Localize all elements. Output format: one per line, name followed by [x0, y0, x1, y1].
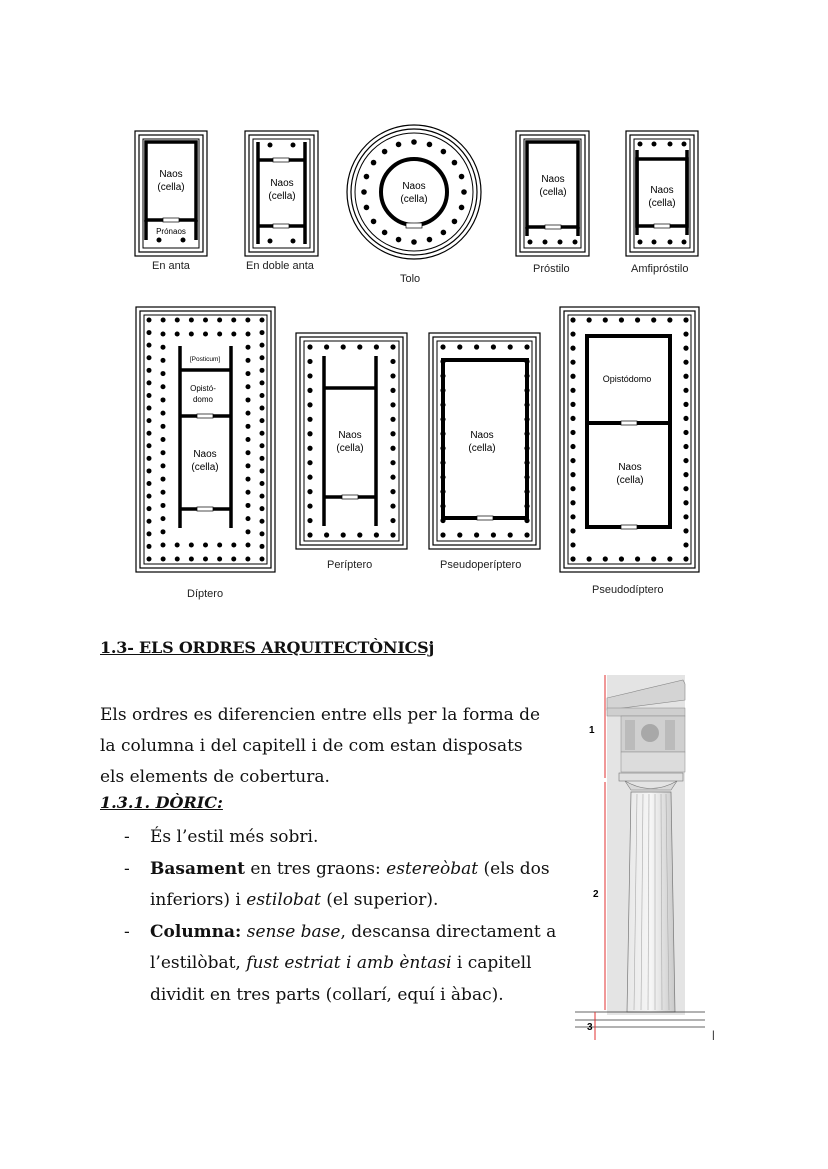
- column-mark-3: 3: [587, 1022, 593, 1033]
- column-dot: [307, 417, 312, 422]
- column-dot: [474, 532, 479, 537]
- plan-tolo: [347, 125, 481, 259]
- doric-subheading: 1.3.1. DÒRIC:: [100, 793, 223, 812]
- column-dot: [390, 503, 395, 508]
- column-dot: [307, 503, 312, 508]
- column-dot: [217, 543, 222, 548]
- column-dot: [441, 230, 447, 236]
- column-dot: [341, 532, 346, 537]
- opisto-label-2: domo: [192, 395, 214, 404]
- intro-paragraph: Els ordres es diferencien entre ells per la forma de la columna i del capitell i de com estan disposats els elements de cobertura.: [100, 705, 541, 787]
- column-dot: [246, 490, 251, 495]
- doric-list: [100, 822, 570, 1011]
- naos-label: Naos: [270, 178, 294, 189]
- opisto-label-1: Opistó-: [190, 384, 216, 393]
- column-dot: [382, 230, 388, 236]
- naos-label: Naos: [193, 449, 217, 460]
- column-dot: [161, 490, 166, 495]
- column-dot: [452, 219, 458, 225]
- column-dot: [147, 531, 152, 536]
- plans-row-1: [0, 0, 828, 300]
- column-dot: [683, 317, 688, 322]
- column-dot: [307, 446, 312, 451]
- column-dot: [357, 532, 362, 537]
- column-dot: [246, 345, 251, 350]
- column-dot: [161, 332, 166, 337]
- column-dot: [307, 359, 312, 364]
- column-dot: [452, 160, 458, 166]
- column-dot: [175, 543, 180, 548]
- column-dot: [683, 444, 688, 449]
- column-dot: [246, 437, 251, 442]
- column-dot: [396, 142, 402, 148]
- plan-pseudoperiptero: [429, 333, 540, 549]
- column-mark-line: |: [712, 1030, 715, 1041]
- plan-pseudodiptero: [560, 307, 699, 572]
- column-dot: [246, 332, 251, 337]
- naos-label: Naos: [618, 462, 642, 473]
- plan-periptero: [296, 333, 407, 549]
- column-dot: [217, 557, 222, 562]
- column-dot: [390, 359, 395, 364]
- column-dot: [161, 450, 166, 455]
- cella-label: (cella): [400, 194, 428, 205]
- column-dot: [246, 503, 251, 508]
- column-dot: [683, 331, 688, 336]
- list-text: i capitell dividit en tres parts (collarí, equí i àbac).: [150, 953, 532, 1005]
- opistodomo-label: Opistódomo: [602, 374, 652, 384]
- column-dot: [260, 531, 265, 536]
- column-dot: [203, 543, 208, 548]
- column-dot: [411, 139, 417, 145]
- column-dot: [570, 402, 575, 407]
- list-text: (el superior).: [320, 890, 439, 910]
- column-dot: [683, 472, 688, 477]
- column-dot: [175, 557, 180, 562]
- column-dot: [683, 360, 688, 365]
- column-dot: [260, 368, 265, 373]
- column-dot: [374, 532, 379, 537]
- column-dot: [307, 431, 312, 436]
- column-dot: [231, 557, 236, 562]
- term-sense-base: sense base: [246, 921, 341, 942]
- cella-label: (cella): [157, 182, 185, 193]
- column-dot: [147, 368, 152, 373]
- column-dot: [570, 416, 575, 421]
- column-dot: [390, 417, 395, 422]
- column-dot: [307, 489, 312, 494]
- column-dot: [440, 344, 445, 349]
- column-dot: [260, 544, 265, 549]
- column-dot: [246, 543, 251, 548]
- cella-label: (cella): [648, 198, 676, 209]
- column-dot: [683, 416, 688, 421]
- column-dot: [603, 556, 608, 561]
- column-dot: [524, 344, 529, 349]
- column-dot: [390, 388, 395, 393]
- naos-label: Naos: [650, 185, 674, 196]
- column-dot: [427, 237, 433, 243]
- list-dash: -: [124, 921, 130, 942]
- column-dot: [161, 424, 166, 429]
- column-dot: [147, 330, 152, 335]
- cella-label: (cella): [336, 443, 364, 454]
- cella-label: (cella): [468, 443, 496, 454]
- column-dot: [570, 346, 575, 351]
- column-dot: [260, 431, 265, 436]
- column-dot: [324, 344, 329, 349]
- column-dot: [161, 318, 166, 323]
- column-dot: [459, 205, 465, 211]
- column-dot: [683, 430, 688, 435]
- column-dot: [524, 532, 529, 537]
- column-dot: [245, 557, 250, 562]
- column-dot: [161, 529, 166, 534]
- column-dot: [161, 345, 166, 350]
- column-dot: [371, 219, 377, 225]
- column-dot: [147, 557, 152, 562]
- column-dot: [175, 318, 180, 323]
- plan-label-doble-anta: En doble anta: [246, 260, 314, 272]
- naos-label: Naos: [159, 169, 183, 180]
- list-item: [100, 822, 570, 854]
- column-dot: [203, 332, 208, 337]
- list-item: [100, 854, 570, 917]
- column-dot: [683, 556, 688, 561]
- column-dot: [587, 556, 592, 561]
- term-columna: Columna:: [150, 921, 242, 942]
- column-dot: [390, 373, 395, 378]
- column-dot: [508, 532, 513, 537]
- column-dot: [683, 514, 688, 519]
- column-dot: [175, 332, 180, 337]
- column-dot: [147, 355, 152, 360]
- column-dot: [364, 205, 370, 211]
- column-dot: [203, 557, 208, 562]
- column-dot: [307, 460, 312, 465]
- column-dot: [307, 475, 312, 480]
- plan-label-en-anta: En anta: [152, 260, 190, 272]
- column-dot: [161, 463, 166, 468]
- column-dot: [147, 481, 152, 486]
- column-dot: [390, 518, 395, 523]
- column-dot: [260, 481, 265, 486]
- column-dot: [457, 344, 462, 349]
- column-dot: [246, 371, 251, 376]
- column-dot: [246, 397, 251, 402]
- column-dot: [374, 344, 379, 349]
- column-dot: [491, 532, 496, 537]
- column-dot: [570, 514, 575, 519]
- column-dot: [147, 468, 152, 473]
- posticum-label: [Posticum]: [189, 356, 221, 363]
- column-dot: [246, 358, 251, 363]
- term-basament: Basament: [150, 858, 245, 879]
- cella-label: (cella): [539, 187, 567, 198]
- column-dot: [390, 460, 395, 465]
- column-dot: [508, 344, 513, 349]
- column-dot: [570, 542, 575, 547]
- column-dot: [635, 556, 640, 561]
- plan-label-pseudodiptero: Pseudodíptero: [592, 584, 664, 596]
- term-estereobat: estereòbat: [386, 858, 479, 879]
- column-dot: [231, 332, 236, 337]
- column-dot: [260, 355, 265, 360]
- column-dot: [231, 318, 236, 323]
- column-dot: [161, 516, 166, 521]
- column-dot: [246, 529, 251, 534]
- column-dot: [161, 437, 166, 442]
- plan-label-diptero: Díptero: [187, 588, 224, 600]
- column-dot: [603, 317, 608, 322]
- column-dot: [189, 543, 194, 548]
- cella-label: (cella): [616, 475, 644, 486]
- column-dot: [570, 444, 575, 449]
- plans-row-2: [0, 300, 828, 600]
- naos-label: Naos: [338, 430, 362, 441]
- column-dot: [427, 142, 433, 148]
- column-dot: [382, 149, 388, 155]
- column-dot: [307, 344, 312, 349]
- naos-label: Naos: [470, 430, 494, 441]
- column-dot: [683, 528, 688, 533]
- column-dot: [459, 174, 465, 180]
- column-dot: [246, 411, 251, 416]
- column-dot: [683, 346, 688, 351]
- column-dot: [570, 528, 575, 533]
- column-dot: [161, 503, 166, 508]
- column-dot: [390, 446, 395, 451]
- column-dot: [390, 431, 395, 436]
- column-dot: [307, 388, 312, 393]
- column-dot: [570, 317, 575, 322]
- column-dot: [683, 374, 688, 379]
- column-dot: [147, 318, 152, 323]
- column-dot: [635, 317, 640, 322]
- column-dot: [651, 317, 656, 322]
- column-dot: [619, 556, 624, 561]
- column-dot: [570, 500, 575, 505]
- column-dot: [357, 344, 362, 349]
- list-item: [100, 917, 570, 1012]
- column-dot: [147, 494, 152, 499]
- column-dot: [491, 344, 496, 349]
- column-dot: [246, 450, 251, 455]
- plan-label-amfiprostilo: Amfipróstilo: [631, 263, 689, 275]
- column-dot: [189, 332, 194, 337]
- column-dot: [651, 556, 656, 561]
- column-dot: [570, 486, 575, 491]
- column-dot: [390, 344, 395, 349]
- column-dot: [246, 424, 251, 429]
- column-dot: [667, 556, 672, 561]
- column-dot: [189, 318, 194, 323]
- term-fust: fust estriat i amb èntasi: [246, 953, 452, 973]
- column-dot: [260, 318, 265, 323]
- column-dot: [217, 332, 222, 337]
- column-dot: [683, 486, 688, 491]
- column-dot: [147, 431, 152, 436]
- column-dot: [390, 475, 395, 480]
- column-dot: [461, 189, 467, 195]
- column-dot: [570, 430, 575, 435]
- column-dot: [147, 544, 152, 549]
- column-dot: [161, 358, 166, 363]
- column-dot: [161, 543, 166, 548]
- column-dot: [260, 418, 265, 423]
- column-dot: [260, 456, 265, 461]
- plan-en-anta: [135, 131, 207, 256]
- column-dot: [147, 343, 152, 348]
- column-dot: [203, 318, 208, 323]
- column-dot: [570, 556, 575, 561]
- plan-label-periptero: Períptero: [327, 559, 373, 571]
- column-dot: [440, 532, 445, 537]
- list-text: (els dos inferiors) i: [150, 858, 550, 910]
- plan-amfiprostilo: [626, 131, 698, 256]
- column-dot: [307, 402, 312, 407]
- column-dot: [570, 472, 575, 477]
- column-dot: [457, 532, 462, 537]
- column-dot: [260, 443, 265, 448]
- column-dot: [390, 489, 395, 494]
- column-dot: [441, 149, 447, 155]
- column-dot: [570, 458, 575, 463]
- column-dot: [570, 374, 575, 379]
- cella-label: (cella): [268, 191, 296, 202]
- column-mark-1: 1: [589, 725, 595, 736]
- column-dot: [189, 557, 194, 562]
- column-dot: [147, 456, 152, 461]
- column-dot: [396, 237, 402, 243]
- column-dot: [260, 468, 265, 473]
- naos-label: Naos: [402, 181, 426, 192]
- column-dot: [217, 318, 222, 323]
- column-dot: [587, 317, 592, 322]
- column-dot: [161, 411, 166, 416]
- column-dot: [147, 443, 152, 448]
- column-dot: [260, 506, 265, 511]
- column-dot: [161, 384, 166, 389]
- column-dot: [147, 506, 152, 511]
- column-dot: [570, 331, 575, 336]
- plan-diptero: [136, 307, 275, 572]
- list-text: , descansa directament a l’estilòbat,: [150, 921, 557, 973]
- column-dot: [683, 458, 688, 463]
- plan-label-prostilo: Próstilo: [533, 263, 570, 275]
- column-dot: [260, 343, 265, 348]
- column-dot: [361, 189, 367, 195]
- column-dot: [246, 463, 251, 468]
- column-dot: [260, 393, 265, 398]
- column-dot: [245, 318, 250, 323]
- list-dash: -: [124, 827, 130, 847]
- column-dot: [147, 380, 152, 385]
- pronaos-label: Prónaos: [156, 227, 186, 236]
- plan-label-tolo: Tolo: [400, 273, 421, 285]
- column-dot: [683, 500, 688, 505]
- column-dot: [161, 371, 166, 376]
- column-dot: [364, 174, 370, 180]
- column-dot: [683, 388, 688, 393]
- column-dot: [390, 532, 395, 537]
- column-dot: [307, 532, 312, 537]
- naos-label: Naos: [541, 174, 565, 185]
- column-dot: [161, 557, 166, 562]
- column-dot: [683, 542, 688, 547]
- column-dot: [246, 384, 251, 389]
- column-dot: [307, 373, 312, 378]
- column-dot: [147, 519, 152, 524]
- column-dot: [147, 393, 152, 398]
- column-dot: [667, 317, 672, 322]
- column-dot: [161, 397, 166, 402]
- column-dot: [260, 406, 265, 411]
- doric-column-figure: [575, 670, 725, 1045]
- column-dot: [570, 360, 575, 365]
- column-dot: [260, 494, 265, 499]
- column-dot: [619, 317, 624, 322]
- column-dot: [231, 543, 236, 548]
- plan-label-pseudoperiptero: Pseudoperíptero: [440, 559, 522, 571]
- column-dot: [411, 239, 417, 245]
- column-mark-2: 2: [593, 889, 599, 900]
- column-dot: [260, 380, 265, 385]
- column-dot: [161, 477, 166, 482]
- column-dot: [390, 402, 395, 407]
- column-dot: [683, 402, 688, 407]
- section-heading: 1.3- ELS ORDRES ARQUITECTÒNICSj: [100, 638, 435, 657]
- column-dot: [474, 344, 479, 349]
- column-dot: [147, 406, 152, 411]
- list-text: en tres graons:: [245, 858, 387, 879]
- list-dash: -: [124, 858, 130, 879]
- column-dot: [260, 519, 265, 524]
- term-estilobat: estilobat: [246, 890, 321, 910]
- cella-label: (cella): [191, 462, 219, 473]
- column-dot: [260, 557, 265, 562]
- column-dot: [307, 518, 312, 523]
- column-dot: [246, 477, 251, 482]
- column-dot: [371, 160, 377, 166]
- column-dot: [570, 388, 575, 393]
- column-dot: [341, 344, 346, 349]
- column-dot: [246, 516, 251, 521]
- column-dot: [324, 532, 329, 537]
- plan-prostilo: [516, 131, 589, 256]
- list-item-text: És l’estil més sobri.: [150, 827, 319, 847]
- plan-en-doble-anta: [245, 131, 318, 256]
- column-dot: [260, 330, 265, 335]
- column-dot: [147, 418, 152, 423]
